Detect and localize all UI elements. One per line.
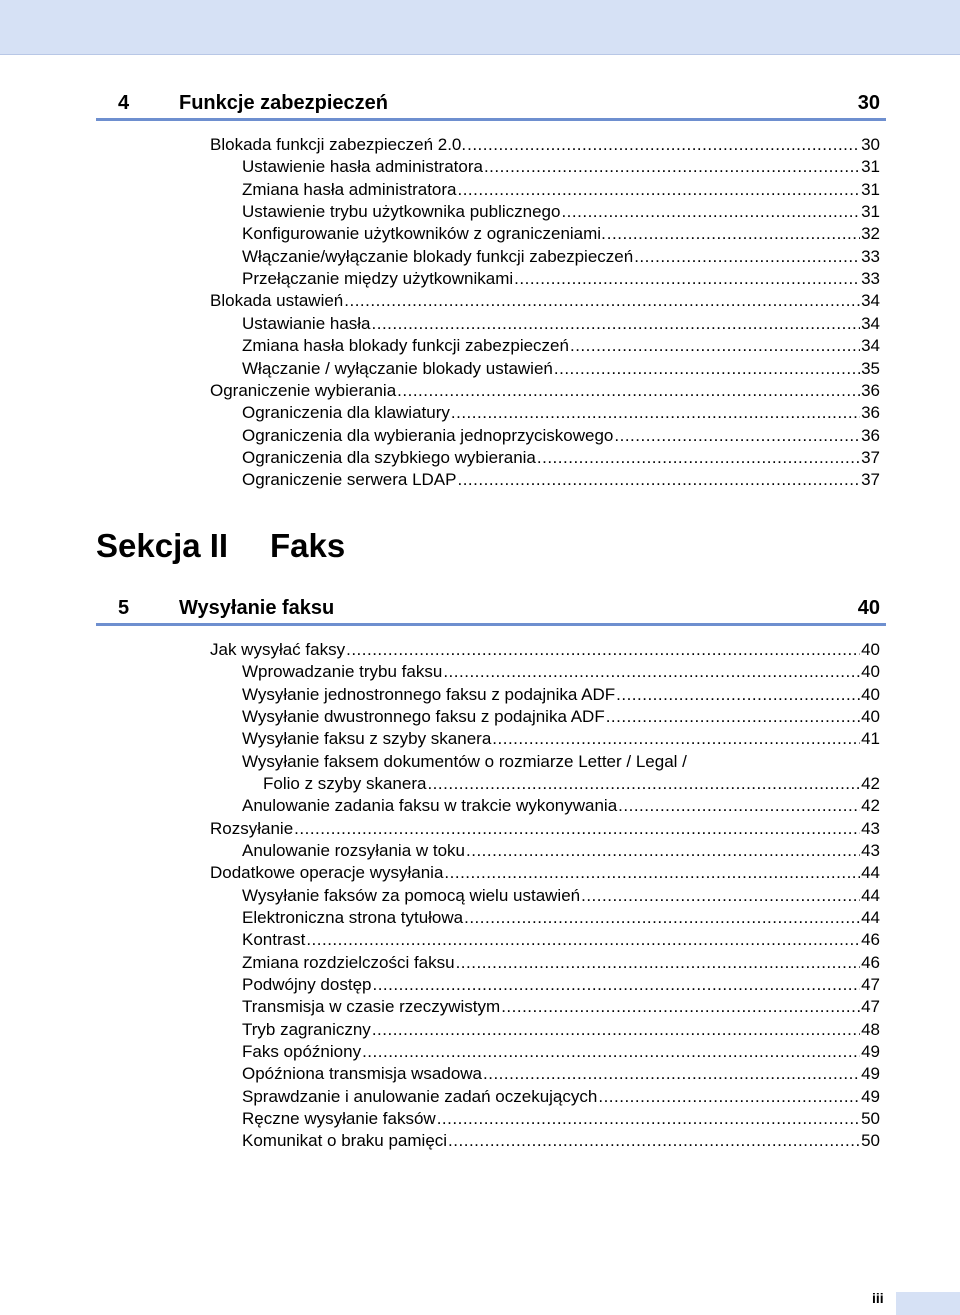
toc-entry-text: Transmisja w czasie rzeczywistym bbox=[242, 997, 501, 1017]
toc-entry-page: 40 bbox=[861, 662, 880, 682]
toc-entry[interactable] bbox=[242, 446, 880, 468]
toc-entry[interactable] bbox=[242, 1040, 880, 1062]
toc-entry[interactable] bbox=[242, 794, 880, 816]
toc-entry-page: 36 bbox=[861, 403, 880, 423]
dot-leader bbox=[294, 819, 860, 839]
toc-entry[interactable] bbox=[242, 1062, 880, 1084]
toc-entry-page: 37 bbox=[861, 447, 880, 467]
toc-entry[interactable] bbox=[242, 727, 880, 749]
toc-entry-text: Ręczne wysyłanie faksów bbox=[242, 1108, 436, 1128]
chapter-title: Funkcje zabezpieczeń bbox=[179, 92, 388, 114]
section-title: Faks bbox=[270, 527, 346, 564]
toc-entry-page: 33 bbox=[861, 246, 880, 266]
toc-entry-text: Wysyłanie dwustronnego faksu z podajnika ADF bbox=[242, 706, 605, 726]
toc-entry-page: 44 bbox=[861, 907, 880, 927]
toc-entry-page: 49 bbox=[861, 1086, 880, 1106]
toc-entry-text: Anulowanie zadania faksu w trakcie wykonywania bbox=[242, 796, 618, 816]
chapter-rule bbox=[96, 623, 886, 626]
toc-entry-page: 36 bbox=[861, 425, 880, 445]
dot-leader bbox=[484, 157, 860, 177]
dot-leader bbox=[581, 886, 860, 906]
toc-entry-page: 50 bbox=[861, 1131, 880, 1151]
toc-entry-page: 30 bbox=[861, 135, 880, 154]
page-number: iii bbox=[872, 1290, 884, 1306]
toc-entry-text: Zmiana hasła blokady funkcji zabezpieczeń bbox=[242, 336, 569, 356]
toc-entry[interactable] bbox=[210, 638, 880, 660]
chapter-page: 40 bbox=[857, 597, 880, 619]
toc-entry-text: Podwójny dostęp bbox=[242, 974, 372, 994]
dot-leader bbox=[451, 403, 860, 423]
toc-entry-page: 48 bbox=[861, 1019, 880, 1039]
toc-entry[interactable] bbox=[242, 1129, 880, 1151]
toc-entry[interactable] bbox=[263, 772, 880, 794]
toc-entry-text: Wysyłanie jednostronnego faksu z podajnika ADF bbox=[242, 684, 616, 704]
dot-leader bbox=[514, 269, 860, 289]
dot-leader bbox=[570, 336, 860, 356]
dot-leader bbox=[561, 202, 860, 222]
toc-entry[interactable] bbox=[242, 200, 880, 222]
toc-entry-text: Komunikat o braku pamięci bbox=[242, 1131, 448, 1151]
dot-leader bbox=[537, 448, 860, 468]
toc-entry-text: Konfigurowanie użytkowników z ograniczeniami. bbox=[242, 224, 606, 244]
dot-leader bbox=[483, 1064, 860, 1084]
dot-leader bbox=[372, 1020, 860, 1040]
dot-leader bbox=[362, 1042, 860, 1062]
toc-entry-text: Wysyłanie faksem dokumentów o rozmiarze Letter / Legal / bbox=[242, 751, 687, 771]
toc-entry[interactable] bbox=[242, 683, 880, 705]
toc-entry[interactable] bbox=[210, 379, 880, 401]
toc-entry-page: 47 bbox=[861, 997, 880, 1017]
dot-leader bbox=[492, 729, 860, 749]
dot-leader bbox=[466, 841, 860, 861]
chapter-title: Wysyłanie faksu bbox=[179, 597, 335, 619]
dot-leader bbox=[457, 180, 860, 200]
toc-entry[interactable] bbox=[242, 928, 880, 950]
toc-entry-page: 31 bbox=[861, 157, 880, 177]
toc-entry[interactable] bbox=[242, 884, 880, 906]
dot-leader bbox=[607, 224, 860, 244]
dot-leader bbox=[397, 381, 860, 401]
toc-entry-text: Zmiana rozdzielczości faksu bbox=[242, 952, 455, 972]
toc-entry-page: 47 bbox=[861, 974, 880, 994]
toc-entry-text: Tryb zagraniczny bbox=[242, 1019, 371, 1039]
toc-entry[interactable] bbox=[210, 861, 880, 883]
toc-entry-page: 50 bbox=[861, 1108, 880, 1128]
chapter-page: 30 bbox=[857, 92, 880, 114]
toc-entry-page: 49 bbox=[861, 1064, 880, 1084]
toc-entry[interactable] bbox=[242, 334, 880, 356]
toc-entry-text: Wprowadzanie trybu faksu bbox=[242, 662, 443, 682]
toc-entry[interactable] bbox=[242, 1107, 880, 1129]
toc-entry[interactable] bbox=[242, 155, 880, 177]
toc-entry-page: 35 bbox=[861, 358, 880, 378]
toc-entry[interactable] bbox=[242, 951, 880, 973]
dot-leader bbox=[464, 908, 860, 928]
toc-entry[interactable] bbox=[242, 357, 880, 379]
toc-entry-text: Wysyłanie faksu z szyby skanera bbox=[242, 729, 492, 749]
toc-entry-page: 42 bbox=[861, 773, 880, 793]
dot-leader bbox=[372, 975, 860, 995]
toc-entry[interactable] bbox=[242, 705, 880, 727]
toc-entry-page: 34 bbox=[861, 291, 880, 311]
toc-entry-page: 41 bbox=[861, 729, 880, 749]
toc-entry-page: 46 bbox=[861, 952, 880, 972]
toc-entry-page: 42 bbox=[861, 796, 880, 816]
toc-entry-page: 44 bbox=[861, 863, 880, 883]
toc-entry-text: Elektroniczna strona tytułowa bbox=[242, 907, 464, 927]
toc-entry-text: Sprawdzanie i anulowanie zadań oczekujących bbox=[242, 1086, 598, 1106]
toc-entry-page: 34 bbox=[861, 313, 880, 333]
toc-entry[interactable] bbox=[242, 1018, 880, 1040]
toc-entry[interactable] bbox=[242, 245, 880, 267]
toc-entry-text: Faks opóźniony bbox=[242, 1041, 362, 1061]
chapter-4-heading bbox=[96, 92, 886, 114]
toc-entry-text: Dodatkowe operacje wysyłania bbox=[210, 863, 444, 883]
toc-entry-page: 49 bbox=[861, 1041, 880, 1061]
toc-entry-page: 40 bbox=[861, 684, 880, 704]
dot-leader bbox=[606, 707, 860, 727]
dot-leader bbox=[456, 953, 861, 973]
toc-entry-text: Blokada funkcji zabezpieczeń 2.0. bbox=[210, 135, 467, 154]
toc-entry-text: Anulowanie rozsyłania w toku bbox=[242, 840, 466, 860]
dot-leader bbox=[634, 247, 860, 267]
dot-leader bbox=[598, 1087, 860, 1107]
toc-entry-page: 32 bbox=[861, 224, 880, 244]
toc-entry[interactable] bbox=[210, 817, 880, 839]
toc-entry-page: 31 bbox=[861, 179, 880, 199]
chapter-5-heading bbox=[96, 597, 886, 619]
toc-entry[interactable] bbox=[242, 995, 880, 1017]
toc-entry[interactable] bbox=[242, 312, 880, 334]
toc-entry-page: 40 bbox=[861, 640, 880, 659]
toc-entry-text: Ustawienie trybu użytkownika publicznego bbox=[242, 202, 561, 222]
toc-entry-text: Włączanie / wyłączanie blokady ustawień bbox=[242, 358, 553, 378]
toc-entry-page: 34 bbox=[861, 336, 880, 356]
toc-entry-text: Ograniczenie wybierania bbox=[210, 380, 397, 400]
toc-entry-text: Ustawianie hasła bbox=[242, 313, 371, 333]
dot-leader bbox=[448, 1131, 860, 1151]
dot-leader bbox=[457, 470, 860, 490]
toc-entry[interactable] bbox=[242, 660, 880, 682]
toc-entry-page: 36 bbox=[861, 380, 880, 400]
toc-entry[interactable] bbox=[210, 133, 880, 155]
dot-leader bbox=[306, 930, 860, 950]
chapter-rule bbox=[96, 118, 886, 121]
dot-leader bbox=[372, 314, 861, 334]
section-label: Sekcja II bbox=[96, 527, 229, 564]
header-band bbox=[0, 0, 960, 55]
toc-entry[interactable] bbox=[242, 401, 880, 423]
toc-entry[interactable] bbox=[242, 468, 880, 490]
toc-entry[interactable] bbox=[242, 424, 880, 446]
toc-entry[interactable] bbox=[242, 839, 880, 861]
toc-entry-text: Zmiana hasła administratora bbox=[242, 179, 457, 199]
toc-entry[interactable] bbox=[242, 1085, 880, 1107]
toc-entry[interactable] bbox=[210, 289, 880, 311]
toc-entry-text: Ograniczenie serwera LDAP bbox=[242, 470, 457, 490]
toc-entry-page: 31 bbox=[861, 202, 880, 222]
chapter-number: 5 bbox=[118, 597, 130, 619]
toc-entry-page: 46 bbox=[861, 930, 880, 950]
toc-entry-page: 40 bbox=[861, 706, 880, 726]
toc-entry-text: Folio z szyby skanera bbox=[263, 773, 427, 793]
dot-leader bbox=[616, 685, 860, 705]
dot-leader bbox=[554, 359, 860, 379]
toc-entry-text: Wysyłanie faksów za pomocą wielu ustawień bbox=[242, 885, 581, 905]
toc-entry-text: Rozsyłanie bbox=[210, 818, 294, 838]
dot-leader bbox=[346, 640, 860, 660]
dot-leader bbox=[344, 291, 860, 311]
toc-entry[interactable] bbox=[242, 973, 880, 995]
dot-leader bbox=[443, 662, 860, 682]
footer-band bbox=[896, 1292, 960, 1315]
dot-leader bbox=[614, 426, 860, 446]
toc-entry-page: 44 bbox=[861, 885, 880, 905]
toc-entry-text: Jak wysyłać faksy bbox=[210, 640, 346, 659]
toc-entry-text: Ograniczenia dla wybierania jednoprzyciskowego bbox=[242, 425, 614, 445]
dot-leader bbox=[618, 796, 860, 816]
toc-entry-text: Kontrast bbox=[242, 930, 306, 950]
toc-entry-page: 43 bbox=[861, 840, 880, 860]
toc-entry[interactable] bbox=[242, 178, 880, 200]
toc-entry-text: Ograniczenia dla szybkiego wybierania bbox=[242, 447, 536, 467]
dot-leader bbox=[427, 774, 860, 794]
dot-leader bbox=[467, 135, 860, 155]
toc-entry-text: Ograniczenia dla klawiatury bbox=[242, 403, 450, 423]
toc-entry[interactable] bbox=[242, 267, 880, 289]
toc-entry-text: Opóźniona transmisja wsadowa bbox=[242, 1064, 483, 1084]
toc-entry-text: Włączanie/wyłączanie blokady funkcji zabezpieczeń bbox=[242, 246, 634, 266]
dot-leader bbox=[437, 1109, 860, 1129]
chapter-number: 4 bbox=[118, 92, 130, 114]
dot-leader bbox=[501, 997, 860, 1017]
toc-entry-text: Przełączanie między użytkownikami bbox=[242, 269, 514, 289]
toc-entry[interactable] bbox=[242, 906, 880, 928]
dot-leader bbox=[444, 863, 860, 883]
toc-entry-page: 33 bbox=[861, 269, 880, 289]
toc-entry-page: 37 bbox=[861, 470, 880, 490]
toc-entry-text: Blokada ustawień bbox=[210, 291, 344, 311]
toc-entry[interactable] bbox=[242, 222, 880, 244]
toc-entry-page: 43 bbox=[861, 818, 880, 838]
toc-entry-text: Ustawienie hasła administratora bbox=[242, 157, 483, 177]
